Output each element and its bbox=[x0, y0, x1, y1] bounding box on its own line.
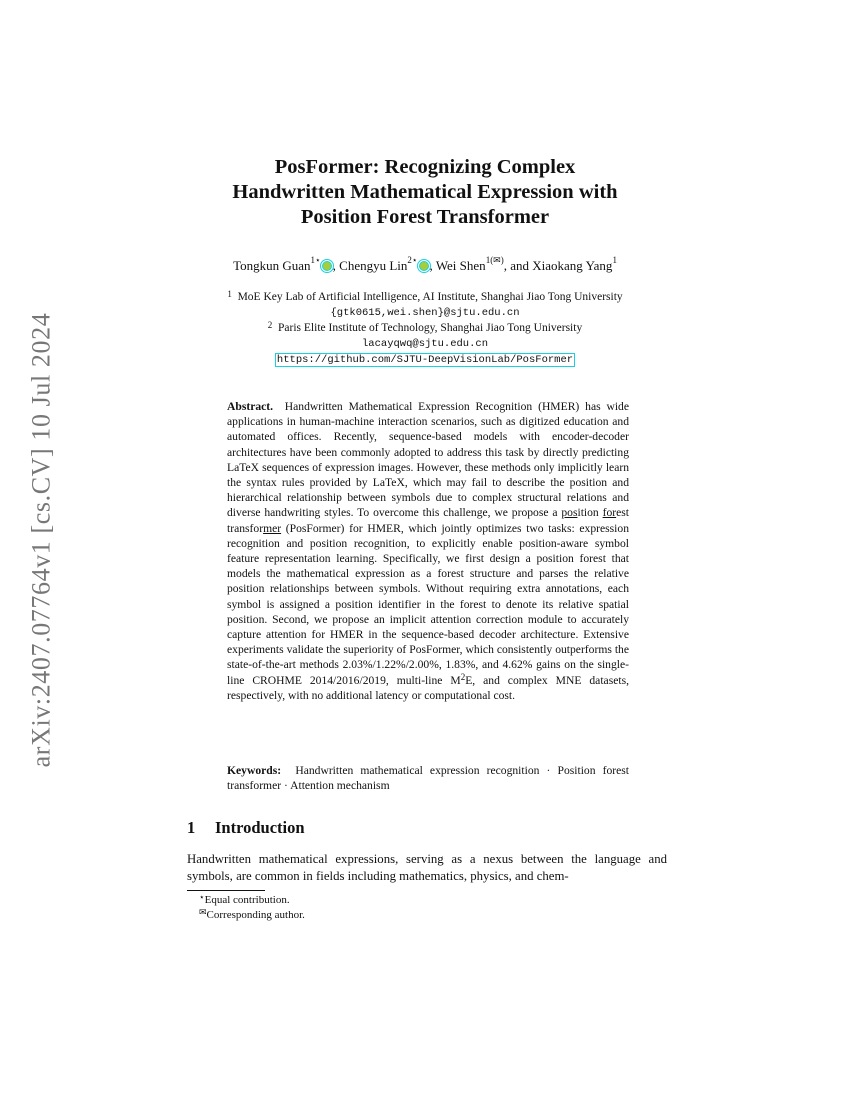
intro-paragraph: Handwritten mathematical expressions, serving as a nexus between the language and symbols, are common in fields including mathematics, physics, and chem- bbox=[187, 852, 667, 883]
abstract-label: Abstract. bbox=[227, 400, 274, 413]
author-marks: 2⋆ bbox=[407, 255, 418, 265]
arxiv-side-stamp: arXiv:2407.07764v1 [cs.CV] 10 Jul 2024 bbox=[26, 312, 55, 768]
footnote bbox=[199, 908, 305, 923]
footnote-text: Corresponding author. bbox=[206, 909, 305, 921]
affiliation-1 bbox=[140, 290, 710, 306]
abstract-text-3: E, and complex MNE datasets, respectively, with no additional latency or computational cost. bbox=[227, 673, 629, 702]
orcid-icon[interactable] bbox=[322, 261, 332, 271]
author-marks: 1 bbox=[612, 255, 617, 265]
abstract-text-2: (PosFormer) for HMER, which jointly optimizes two tasks: expression recognition and position recognition, to explicitly enable position-aware symbol feature representation learning. Specifically, we first design a position forest that models the mathematical expression as a forest structure and parses the relative position relationships between symbols. Without requiring extra annotations, each symbol is assigned a position identifier in the forest to denote its relative spatial position. Second, we propose an implicit attention correction module to accurately capture attention for HMER in the sequence-based decoder architecture. Extensive experiments validate the superiority of PosFormer, which consistently outperforms the state-of-the-art methods 2.03%/1.22%/2.00%, 1.83%, and 4.62% gains on the single-line CROHME 2014/2016/2019, multi-line M bbox=[227, 521, 629, 687]
footnotes bbox=[199, 893, 305, 923]
title-line-3: Position Forest Transformer bbox=[300, 206, 550, 228]
keywords-label: Keywords: bbox=[227, 764, 282, 777]
footnote-mark: ⋆ bbox=[199, 892, 205, 902]
author-name: Xiaokang Yang bbox=[532, 258, 613, 273]
superscript: 2 bbox=[460, 671, 466, 682]
orcid-icon[interactable] bbox=[419, 261, 429, 271]
footnote-mark: ✉ bbox=[199, 907, 207, 917]
title-line-2: Handwritten Mathematical Expression with bbox=[232, 181, 618, 203]
author-marks: 1(✉) bbox=[485, 255, 504, 265]
abstract-text-1: Handwritten Mathematical Expression Recognition (HMER) has wide applications in human-machine interaction scenarios, such as digitized education and automated offices. Recently, sequence-based models with encoder-decoder architectures have been commonly adopted to address this task by directly predicting LaTeX sequences of expression images. However, these methods only implicitly learn the syntax rules provided by LaTeX, which may fail to describe the position and hierarchical relationship between symbols due to complex structural relations and diverse handwriting styles. To overcome this challenge, we propose a bbox=[227, 400, 630, 520]
author-connector: , and bbox=[503, 258, 530, 273]
repository-link[interactable]: https://github.com/SJTU-DeepVisionLab/PosFormer bbox=[276, 354, 574, 366]
abstract bbox=[227, 399, 629, 703]
author-marks: 1⋆ bbox=[310, 255, 321, 265]
affiliation-text: MoE Key Lab of Artificial Intelligence, AI Institute, Shanghai Jiao Tong University bbox=[237, 291, 623, 303]
affiliation-2-email: lacayqwq@sjtu.edu.cn bbox=[361, 337, 489, 350]
title-line-1: PosFormer: Recognizing Complex bbox=[274, 156, 576, 178]
affiliation-mark: 1 bbox=[227, 289, 232, 299]
keywords bbox=[227, 763, 629, 793]
author-name: Chengyu Lin bbox=[339, 258, 408, 273]
affiliation-text: Paris Elite Institute of Technology, Shanghai Jiao Tong University bbox=[278, 322, 583, 334]
acronym-underline: mer bbox=[263, 521, 282, 535]
section-title: Introduction bbox=[215, 818, 305, 837]
abstract-fragment: est transfor bbox=[227, 506, 630, 535]
author-name: Wei Shen bbox=[435, 258, 486, 273]
repository-row bbox=[140, 352, 710, 369]
footnote-text: Equal contribution. bbox=[204, 894, 290, 906]
section-heading bbox=[187, 818, 305, 838]
affiliation-1-email: {gtk0615,wei.shen}@sjtu.edu.cn bbox=[330, 306, 520, 319]
section-number: 1 bbox=[187, 818, 196, 837]
acronym-underline: for bbox=[602, 506, 617, 520]
affiliation-mark: 2 bbox=[267, 320, 273, 330]
affiliations bbox=[140, 290, 710, 369]
author-name: Tongkun Guan bbox=[233, 258, 311, 273]
affiliation-2 bbox=[140, 321, 710, 337]
keywords-text: Handwritten mathematical expression recognition · Position forest transformer · Attention mechanism bbox=[227, 764, 630, 793]
paper-title bbox=[170, 155, 680, 230]
acronym-underline: pos bbox=[561, 506, 578, 520]
author-list: Tongkun Guan$^{1⋆}$ , Chengyu Lin$^{2⋆}$ , Wei Shen$^{1(✉)}$, and Xiaokang Yang$^1$ bbox=[233, 255, 617, 273]
abstract-fragment: ition bbox=[577, 506, 603, 520]
footnote-divider bbox=[187, 890, 265, 891]
footnote bbox=[199, 893, 305, 908]
